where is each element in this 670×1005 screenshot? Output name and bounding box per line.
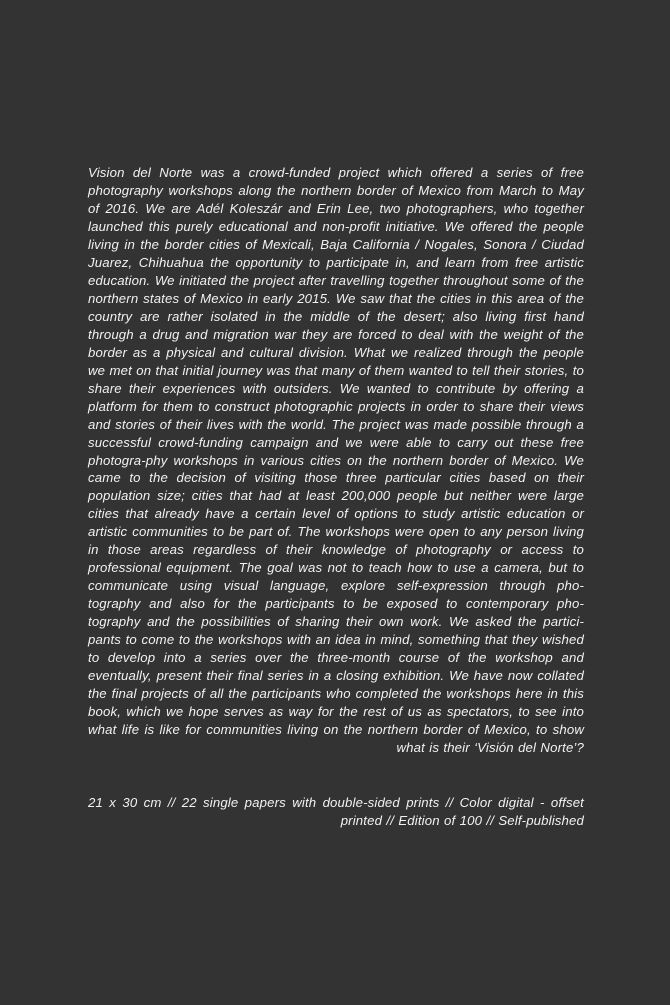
colophon: 21 x 30 cm // 22 single papers with double-sided prints // Color digital - offset printed // Edition of 100 // Self-published: [88, 795, 584, 828]
project-description: Vision del Norte was a crowd-funded project which offered a series of free photography workshops along the northern border of Mexico from March to May of 2016. We are Adél Koleszár and Erin Lee, two photographers, who together launched this purely educational and non-profit initiative. We offered the people living in the border cities of Mexicali, Baja California / Nogales, Sonora / Ciudad Juarez, Chihuahua the opportunity to participate in, and learn from free artistic education. We initiated the project after travelling together throughout some of the northern states of Mexico in early 2015. We saw that the cities in this area of the country are rather isolated in the middle of the desert; also living first hand through a drug and migration war they are forced to deal with the weight of the border as a physical and cultural division. What we realized through the people we met on that initial journey was that many of them wanted to tell their stories, to share their experiences with outsiders. We wanted to contribute by offering a platform for them to construct photographic projects in order to share their views and stories of their lives with the world. The project was made possible through a successful crowd-funding campaign and we were able to carry out these free photogra-phy workshops in various cities on the northern border of Mexico. We came to the decision of visiting those three particular cities based on their population size; cities that had at least 200,000 people but neither were large cities that already have a certain level of options to study artistic education or artistic communities to be part of. The workshops were open to any person living in those areas regardless of their knowledge of photography or access to professional equipment. The goal was not to teach how to use a camera, but to communicate using visual language, explore self-expression through pho-tography and also for the participants to be exposed to contemporary pho-tography and the possibilities of sharing their own work. We asked the partici-pants to come to the workshops with an idea in mind, something that they wished to develop into a series over the three-month course of the workshop and eventually, present their final series in a closing exhibition. We have now collated the final projects of all the participants who completed the workshops here in this book, which we hope serves as way for the rest of us as spectators, to see into what life is like for communities living on the northern border of Mexico, to show what is their ‘Visión del Norte’?: [88, 165, 584, 755]
